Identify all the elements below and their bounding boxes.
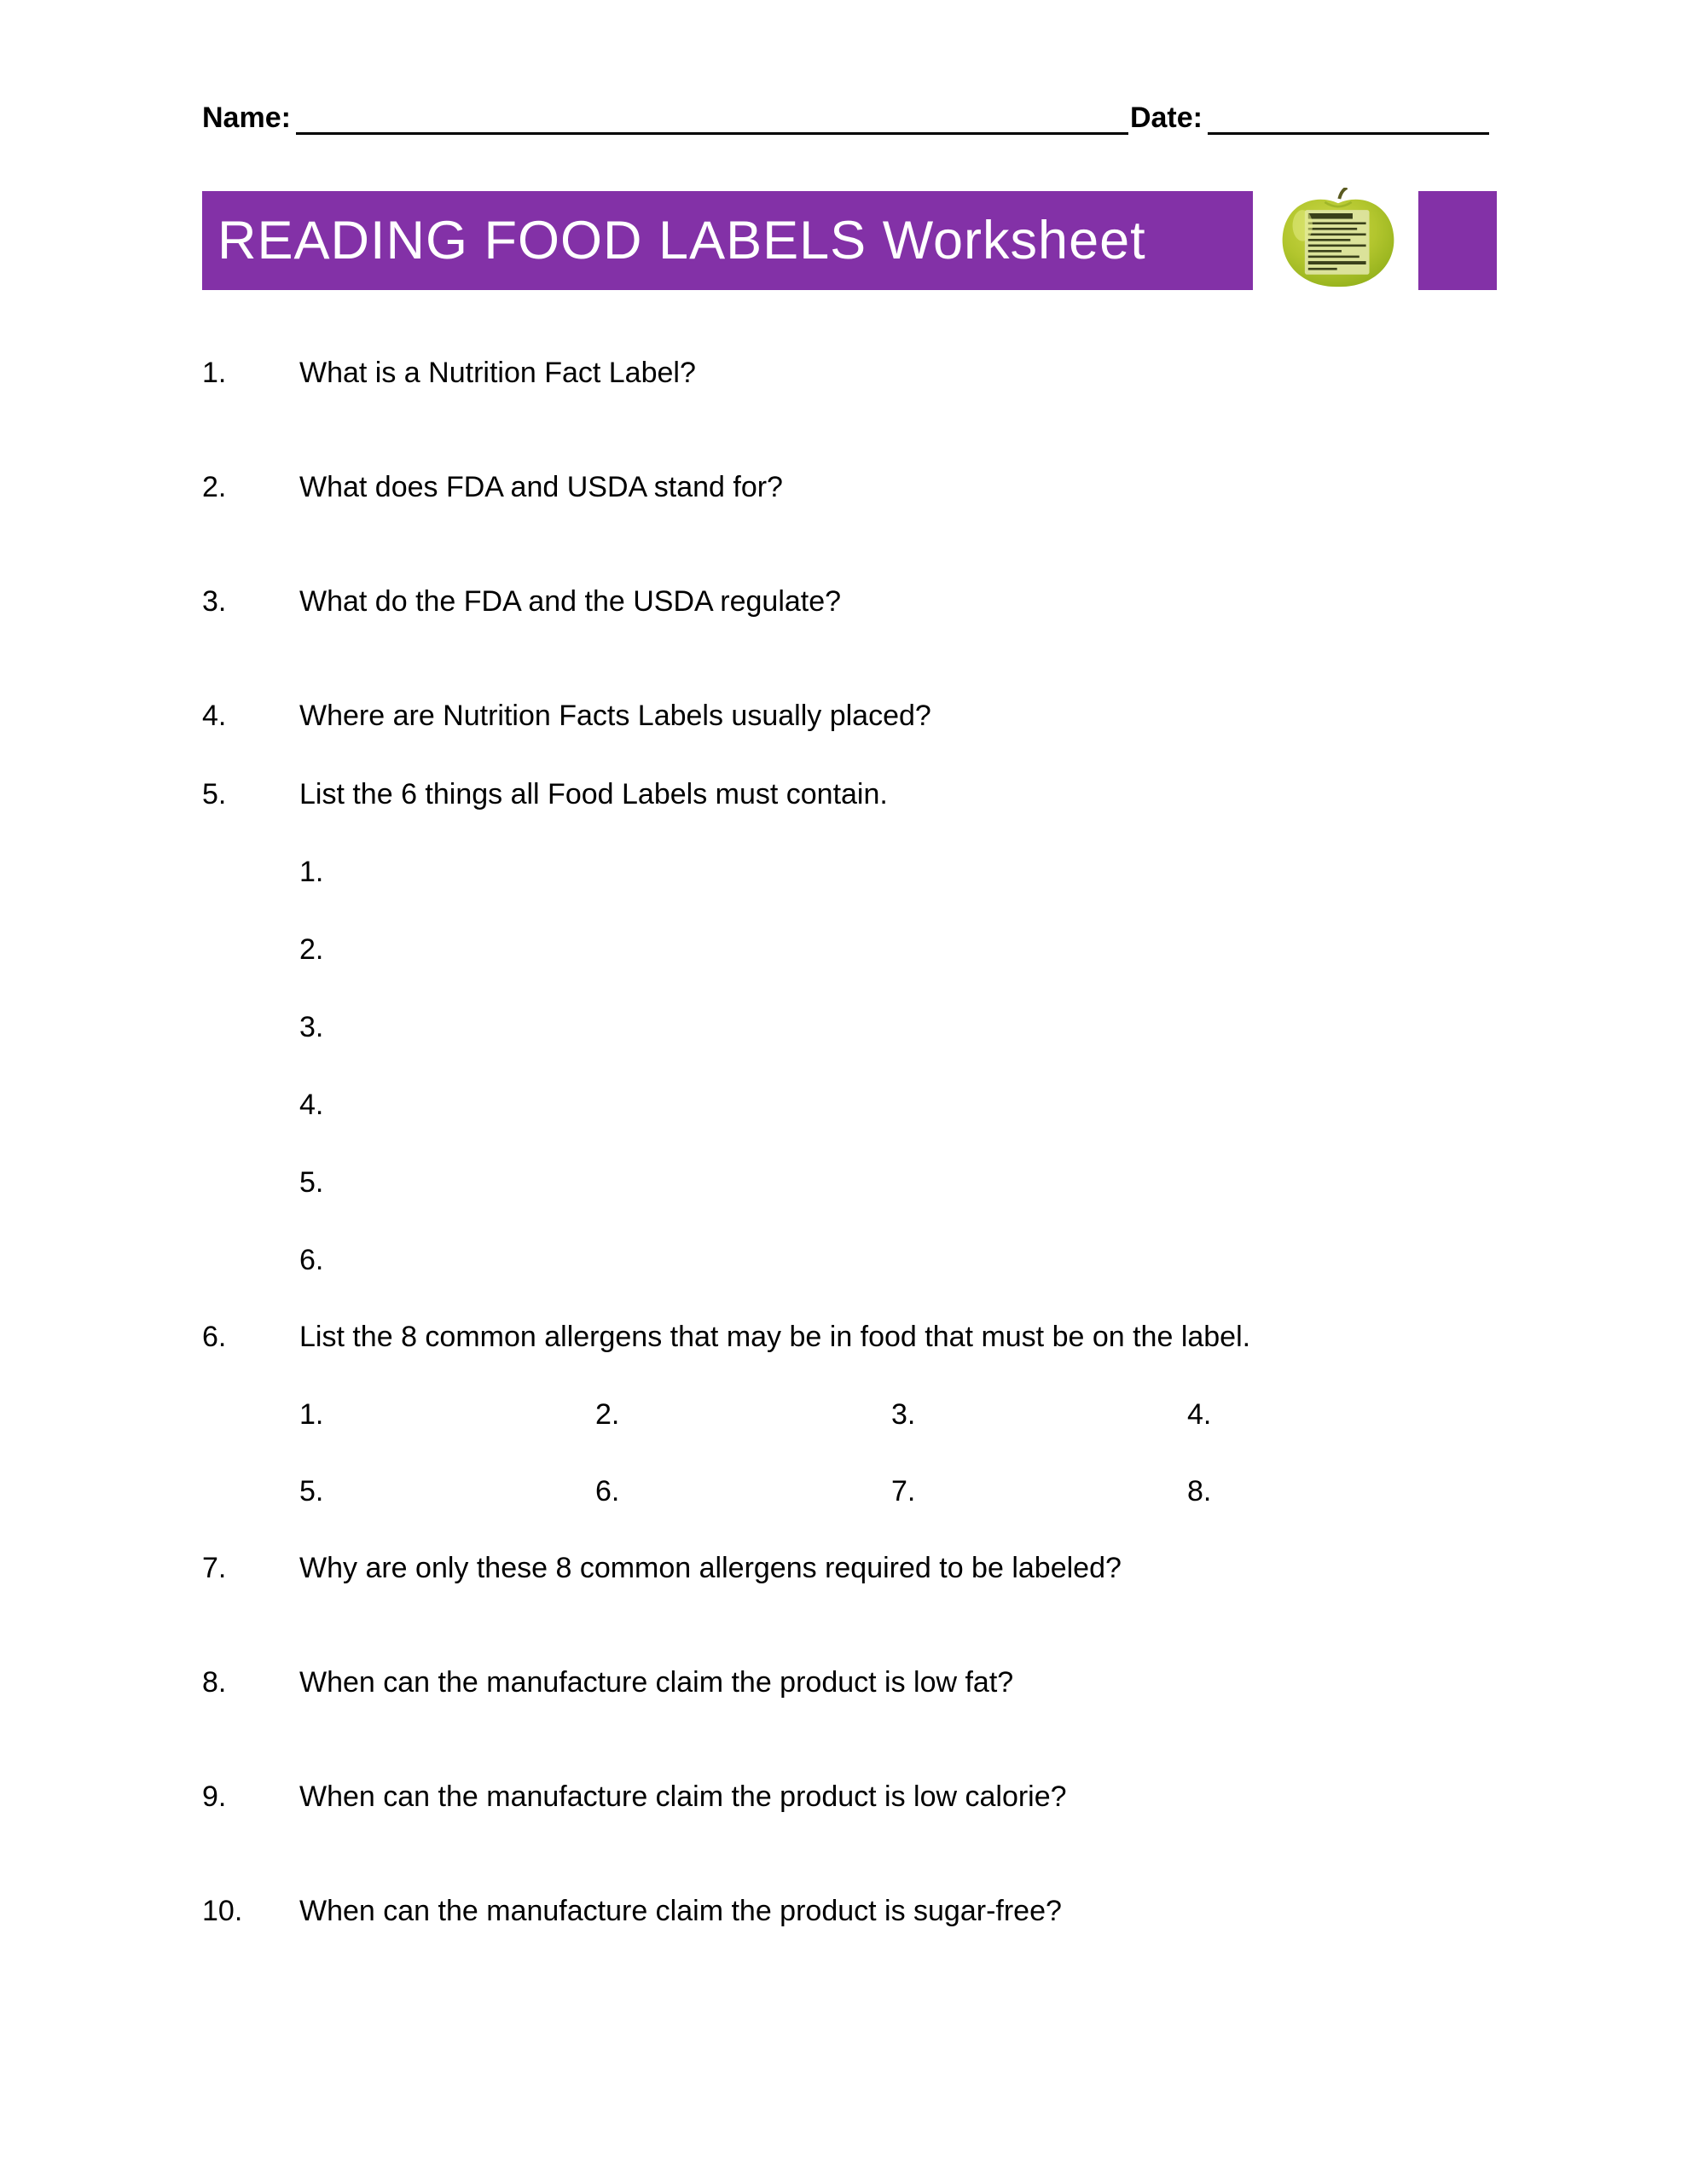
question-row-7 xyxy=(202,1551,1489,1586)
question-number: 2. xyxy=(202,471,227,503)
question-row-6 xyxy=(202,1320,1489,1355)
page-title: READING FOOD LABELS Worksheet xyxy=(217,211,1146,270)
question-row-1 xyxy=(202,356,1489,391)
question-text: When can the manufacture claim the product is sugar-free? xyxy=(299,1895,1062,1927)
date-blank-line xyxy=(1208,100,1489,135)
list-item: 1. xyxy=(299,1398,324,1431)
list-item: 6. xyxy=(299,1244,324,1276)
question-text: When can the manufacture claim the product is low calorie? xyxy=(299,1780,1067,1813)
question-number: 1. xyxy=(202,357,227,389)
question-row-2 xyxy=(202,470,1489,505)
q5-sublist xyxy=(299,855,1489,1278)
list-item: 7. xyxy=(891,1475,916,1507)
question-text: Where are Nutrition Facts Labels usually placed? xyxy=(299,700,931,732)
question-text: List the 8 common allergens that may be in food that must be on the label. xyxy=(299,1321,1251,1353)
apple-nutrition-label-icon xyxy=(1270,188,1406,294)
apple-image-box xyxy=(1265,191,1412,290)
question-number: 9. xyxy=(202,1780,227,1813)
question-number: 4. xyxy=(202,700,227,732)
name-date-row xyxy=(202,96,1489,135)
list-item: 5. xyxy=(299,1475,324,1507)
question-text: What does FDA and USDA stand for? xyxy=(299,471,783,503)
question-row-9 xyxy=(202,1780,1489,1815)
question-text: Why are only these 8 common allergens required to be labeled? xyxy=(299,1552,1122,1584)
question-row-8 xyxy=(202,1665,1489,1700)
question-text: List the 6 things all Food Labels must contain. xyxy=(299,778,888,810)
list-item: 2. xyxy=(299,933,324,966)
question-number: 3. xyxy=(202,585,227,618)
list-item: 8. xyxy=(1187,1475,1212,1507)
question-number: 6. xyxy=(202,1321,227,1353)
question-number: 5. xyxy=(202,778,227,810)
question-row-5 xyxy=(202,777,1489,812)
banner xyxy=(202,191,1489,290)
list-item: 5. xyxy=(299,1166,324,1199)
list-item: 3. xyxy=(891,1398,916,1431)
date-label: Date: xyxy=(1129,102,1203,134)
banner-title-block xyxy=(202,191,1253,290)
q6-allergen-row-1 xyxy=(299,1397,1489,1432)
question-text: When can the manufacture claim the product is low fat? xyxy=(299,1666,1014,1699)
question-row-3 xyxy=(202,584,1489,619)
list-item: 2. xyxy=(595,1398,620,1431)
name-blank-line xyxy=(296,100,1128,135)
list-item: 4. xyxy=(299,1089,324,1121)
name-label: Name: xyxy=(202,102,291,134)
list-item: 6. xyxy=(595,1475,620,1507)
question-number: 7. xyxy=(202,1552,227,1584)
question-row-4 xyxy=(202,699,1489,734)
question-number: 10. xyxy=(202,1895,243,1927)
question-row-10 xyxy=(202,1894,1489,1929)
list-item: 3. xyxy=(299,1011,324,1043)
banner-accent-block xyxy=(1418,191,1497,290)
list-item: 1. xyxy=(299,856,324,888)
question-text: What is a Nutrition Fact Label? xyxy=(299,357,696,389)
question-text: What do the FDA and the USDA regulate? xyxy=(299,585,842,618)
question-number: 8. xyxy=(202,1666,227,1699)
list-item: 4. xyxy=(1187,1398,1212,1431)
q6-allergen-row-2 xyxy=(299,1474,1489,1509)
